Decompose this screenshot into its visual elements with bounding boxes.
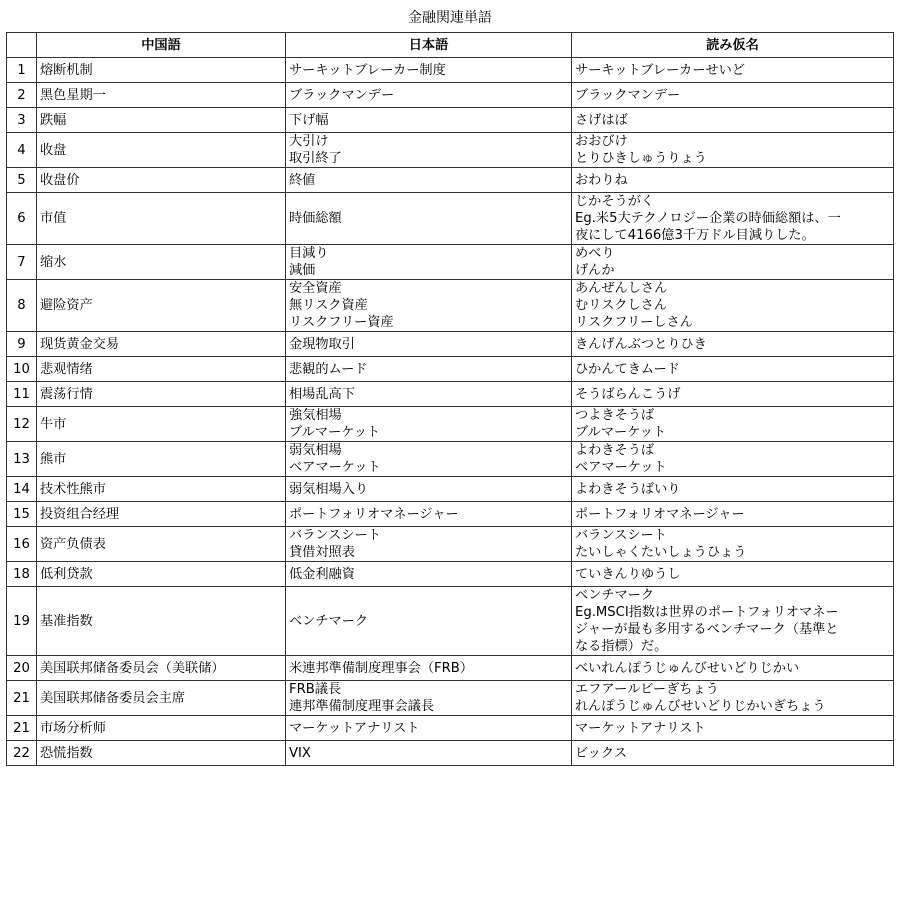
kana-reading-line: むリスクしさん xyxy=(575,298,668,313)
kana-reading-line: ブルマーケット xyxy=(575,425,667,440)
japanese-term xyxy=(286,382,572,407)
row-number: 9 xyxy=(7,332,37,357)
row-number: 4 xyxy=(7,133,37,168)
kana-reading-line: げんか xyxy=(575,263,615,278)
row-number: 16 xyxy=(7,527,37,562)
chinese-term: 恐慌指数 xyxy=(37,741,286,766)
table-row xyxy=(7,527,894,562)
table-row xyxy=(7,681,894,716)
japanese-term-line: 下げ幅 xyxy=(289,112,329,128)
kana-reading xyxy=(572,562,894,587)
japanese-term-line: VIX xyxy=(289,745,311,761)
row-number: 6 xyxy=(7,193,37,245)
kana-reading xyxy=(572,442,894,477)
japanese-term-line: ベンチマーク xyxy=(289,613,369,629)
table-row xyxy=(7,108,894,133)
row-number: 8 xyxy=(7,280,37,332)
japanese-term-line: ブラックマンデー xyxy=(289,87,395,103)
kana-reading xyxy=(572,716,894,741)
kana-reading xyxy=(572,332,894,357)
kana-reading-line: ジャーが最も多用するベンチマーク（基準と xyxy=(575,622,839,637)
japanese-term xyxy=(286,407,572,442)
chinese-term: 市值 xyxy=(37,193,286,245)
kana-reading xyxy=(572,656,894,681)
chinese-term: 美国联邦储备委员会（美联储） xyxy=(37,656,286,681)
row-number: 1 xyxy=(7,58,37,83)
kana-reading-line: じかそうがく xyxy=(575,194,655,209)
chinese-term: 跌幅 xyxy=(37,108,286,133)
row-number: 18 xyxy=(7,562,37,587)
japanese-term xyxy=(286,477,572,502)
row-number: 22 xyxy=(7,741,37,766)
chinese-term: 熊市 xyxy=(37,442,286,477)
kana-reading xyxy=(572,83,894,108)
japanese-term-line: 弱気相場入り xyxy=(289,481,369,497)
kana-reading-line: あんぜんしさん xyxy=(575,281,668,296)
chinese-term: 市场分析师 xyxy=(37,716,286,741)
kana-reading xyxy=(572,133,894,168)
japanese-term-line: サーキットブレーカー制度 xyxy=(289,62,446,78)
kana-reading xyxy=(572,477,894,502)
japanese-term xyxy=(286,741,572,766)
kana-reading-line: ポートフォリオマネージャー xyxy=(575,506,745,522)
japanese-term xyxy=(286,716,572,741)
kana-reading-line: ていきんりゆうし xyxy=(575,566,681,582)
kana-reading xyxy=(572,741,894,766)
kana-reading-line: おおびけ xyxy=(575,134,628,149)
kana-reading-line: たいしゃくたいしょうひょう xyxy=(575,545,747,560)
chinese-term: 收盘 xyxy=(37,133,286,168)
row-number: 7 xyxy=(7,245,37,280)
kana-reading-line: ひかんてきムード xyxy=(575,361,680,377)
japanese-term xyxy=(286,280,572,332)
table-row xyxy=(7,562,894,587)
kana-reading-line: マーケットアナリスト xyxy=(575,720,706,736)
japanese-term xyxy=(286,193,572,245)
japanese-term xyxy=(286,245,572,280)
table-row xyxy=(7,382,894,407)
chinese-term: 低利贷款 xyxy=(37,562,286,587)
header-number xyxy=(7,33,37,58)
row-number: 5 xyxy=(7,168,37,193)
chinese-term: 基准指数 xyxy=(37,587,286,656)
kana-reading-line: れんぽうじゅんびせいどりじかいぎちょう xyxy=(575,699,826,714)
japanese-term xyxy=(286,681,572,716)
kana-reading-line: とりひきしゅうりょう xyxy=(575,151,707,166)
kana-reading xyxy=(572,280,894,332)
japanese-term xyxy=(286,527,572,562)
japanese-term-line: 金現物取引 xyxy=(289,336,355,352)
header-kana: 読み仮名 xyxy=(572,33,894,58)
kana-reading-line: サーキットブレーカーせいど xyxy=(575,62,745,78)
table-row xyxy=(7,741,894,766)
table-row xyxy=(7,477,894,502)
kana-reading xyxy=(572,168,894,193)
table-row xyxy=(7,502,894,527)
japanese-term-line: 貸借対照表 xyxy=(289,545,355,560)
japanese-term xyxy=(286,83,572,108)
row-number: 2 xyxy=(7,83,37,108)
kana-reading-line: つよきそうば xyxy=(575,408,655,423)
row-number: 10 xyxy=(7,357,37,382)
header-japanese: 日本語 xyxy=(286,33,572,58)
row-number: 21 xyxy=(7,716,37,741)
table-row xyxy=(7,357,894,382)
chinese-term: 现货黄金交易 xyxy=(37,332,286,357)
japanese-term xyxy=(286,133,572,168)
kana-reading xyxy=(572,193,894,245)
table-row xyxy=(7,193,894,245)
japanese-term-line: マーケットアナリスト xyxy=(289,720,420,736)
kana-reading xyxy=(572,357,894,382)
table-row xyxy=(7,58,894,83)
japanese-term-line: 相場乱高下 xyxy=(289,386,355,402)
table-row xyxy=(7,442,894,477)
row-number: 11 xyxy=(7,382,37,407)
kana-reading-line: バランスシート xyxy=(575,528,667,543)
kana-reading-line: Eg.MSCI指数は世界のポートフォリオマネー xyxy=(575,605,839,620)
japanese-term xyxy=(286,168,572,193)
japanese-term-line: ベアマーケット xyxy=(289,460,381,475)
japanese-term-line: リスクフリー資産 xyxy=(289,315,394,330)
chinese-term: 收盘价 xyxy=(37,168,286,193)
row-number: 15 xyxy=(7,502,37,527)
kana-reading xyxy=(572,527,894,562)
kana-reading-line: そうばらんこうげ xyxy=(575,386,681,402)
chinese-term: 资产负债表 xyxy=(37,527,286,562)
kana-reading-line: 夜にして4166億3千万ドル目減りした。 xyxy=(575,228,815,243)
japanese-term-line: 連邦準備制度理事会議長 xyxy=(289,699,435,714)
japanese-term-line: 時価総額 xyxy=(289,211,342,226)
japanese-term-line: 強気相場 xyxy=(289,408,342,423)
kana-reading xyxy=(572,382,894,407)
japanese-term xyxy=(286,108,572,133)
document-title: 金融関連単語 xyxy=(408,10,492,26)
kana-reading-line: きんげんぶつとりひき xyxy=(575,336,707,352)
kana-reading-line: Eg.米5大テクノロジー企業の時価総額は、一 xyxy=(575,211,841,226)
japanese-term xyxy=(286,587,572,656)
table-row xyxy=(7,656,894,681)
chinese-term: 缩水 xyxy=(37,245,286,280)
japanese-term-line: 無リスク資産 xyxy=(289,298,368,313)
table-row xyxy=(7,245,894,280)
chinese-term: 技术性熊市 xyxy=(37,477,286,502)
kana-reading-line: ベンチマーク xyxy=(575,588,655,603)
kana-reading-line: よわきそうばいり xyxy=(575,481,681,497)
kana-reading-line: ブラックマンデー xyxy=(575,87,681,103)
japanese-term xyxy=(286,656,572,681)
japanese-term-line: 悲観的ムード xyxy=(289,361,368,377)
japanese-term xyxy=(286,58,572,83)
kana-reading-line: エフアールビーぎちょう xyxy=(575,682,719,697)
table-row xyxy=(7,83,894,108)
japanese-term xyxy=(286,562,572,587)
japanese-term-line: ポートフォリオマネージャー xyxy=(289,506,459,522)
japanese-term-line: バランスシート xyxy=(289,528,381,543)
kana-reading-line: なる指標）だ。 xyxy=(575,639,668,654)
table-row xyxy=(7,587,894,656)
header-chinese: 中国語 xyxy=(37,33,286,58)
japanese-term-line: 取引終了 xyxy=(289,151,342,166)
table-row xyxy=(7,332,894,357)
japanese-term-line: 減価 xyxy=(289,263,316,278)
kana-reading xyxy=(572,502,894,527)
chinese-term: 熔断机制 xyxy=(37,58,286,83)
kana-reading xyxy=(572,108,894,133)
japanese-term-line: FRB議長 xyxy=(289,682,342,697)
kana-reading-line: ビックス xyxy=(575,745,628,761)
kana-reading-line: さげはば xyxy=(575,112,628,128)
japanese-term xyxy=(286,502,572,527)
row-number: 20 xyxy=(7,656,37,681)
table-row xyxy=(7,280,894,332)
chinese-term: 美国联邦储备委员会主席 xyxy=(37,681,286,716)
table-row xyxy=(7,168,894,193)
row-number: 14 xyxy=(7,477,37,502)
japanese-term-line: 低金利融資 xyxy=(289,566,355,582)
table-row xyxy=(7,407,894,442)
vocabulary-table xyxy=(6,32,894,766)
row-number: 13 xyxy=(7,442,37,477)
row-number: 19 xyxy=(7,587,37,656)
japanese-term-line: 弱気相場 xyxy=(289,443,342,458)
chinese-term: 震荡行情 xyxy=(37,382,286,407)
japanese-term-line: 目減り xyxy=(289,246,329,261)
kana-reading-line: リスクフリーしさん xyxy=(575,315,693,330)
chinese-term: 避险资产 xyxy=(37,280,286,332)
kana-reading-line: よわきそうば xyxy=(575,443,655,458)
row-number: 3 xyxy=(7,108,37,133)
kana-reading xyxy=(572,407,894,442)
japanese-term xyxy=(286,442,572,477)
kana-reading xyxy=(572,58,894,83)
japanese-term xyxy=(286,332,572,357)
japanese-term-line: 大引け xyxy=(289,134,329,149)
japanese-term-line: ブルマーケット xyxy=(289,425,381,440)
row-number: 21 xyxy=(7,681,37,716)
kana-reading-line: おわりね xyxy=(575,172,628,188)
chinese-term: 悲观情绪 xyxy=(37,357,286,382)
chinese-term: 牛市 xyxy=(37,407,286,442)
kana-reading-line: ベアマーケット xyxy=(575,460,667,475)
kana-reading xyxy=(572,245,894,280)
kana-reading-line: めべり xyxy=(575,246,615,261)
header-row xyxy=(7,33,894,58)
chinese-term: 投资组合经理 xyxy=(37,502,286,527)
japanese-term xyxy=(286,357,572,382)
table-row xyxy=(7,133,894,168)
japanese-term-line: 安全資産 xyxy=(289,281,342,296)
japanese-term-line: 終値 xyxy=(289,172,316,188)
kana-reading xyxy=(572,681,894,716)
kana-reading xyxy=(572,587,894,656)
table-row xyxy=(7,716,894,741)
chinese-term: 黑色星期一 xyxy=(37,83,286,108)
kana-reading-line: べいれんぽうじゅんびせいどりじかい xyxy=(575,660,800,676)
row-number: 12 xyxy=(7,407,37,442)
japanese-term-line: 米連邦準備制度理事会（FRB） xyxy=(289,660,474,676)
